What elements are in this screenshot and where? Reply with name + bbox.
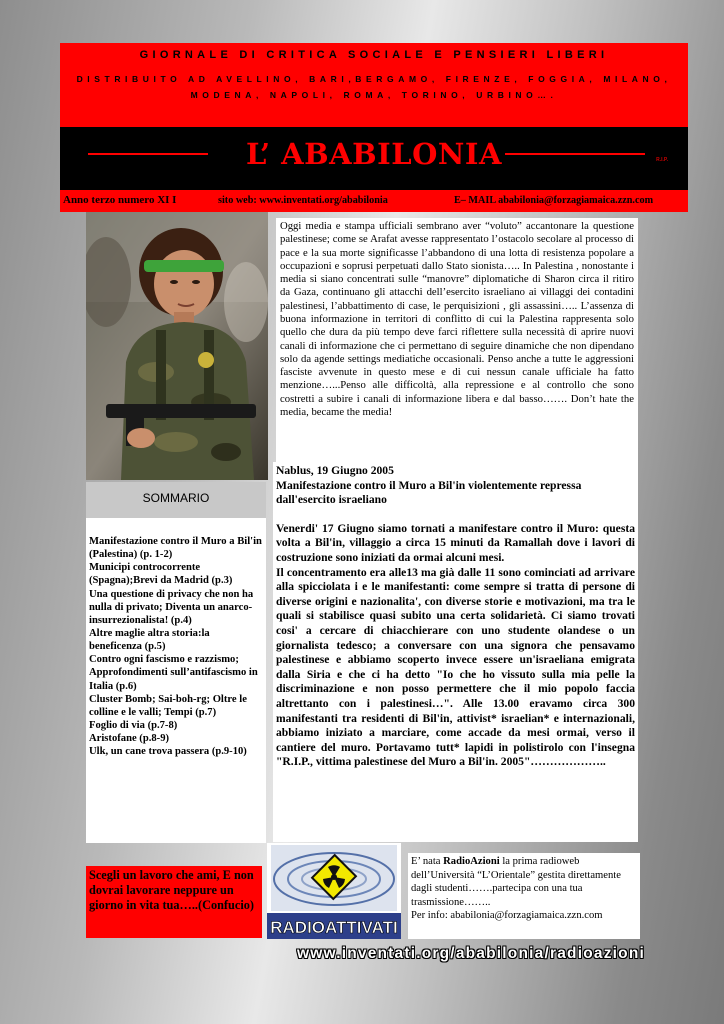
distribution-cities-line1: DISTRIBUITO AD AVELLINO, BARI,BERGAMO, FIRENZE, FOGGIA, MILANO,	[76, 74, 672, 84]
table-of-contents	[86, 518, 266, 843]
newspaper-title: L’ ABABILONIA	[246, 137, 502, 171]
toc-item[interactable]: Ulk, un cane trova passera (p.9-10)	[89, 746, 247, 758]
child-soldier-photo	[86, 212, 268, 480]
distribution-cities-line2: MODENA, NAPOLI, ROMA, TORINO, URBINO….	[190, 90, 558, 100]
toc-item[interactable]: Contro ogni fascismo e razzismo; Approfondimenti sull’antifascismo in Italia (p.6)	[89, 654, 258, 692]
radio-name: RadioAzioni	[443, 856, 500, 867]
newspaper-tagline: GIORNALE DI CRITICA SOCIALE E PENSIERI LIBERI	[139, 49, 609, 61]
sommario-title: SOMMARIO	[142, 491, 210, 505]
toc-item[interactable]: Manifestazione contro il Muro a Bil'in (Palestina) (p. 1-2)	[89, 536, 262, 561]
radiation-icon	[267, 843, 401, 939]
article-headline: Manifestazione contro il Muro a Bil'in violentemente repressa dall'esercito israeliano	[276, 478, 582, 507]
issue-info-bar	[60, 190, 688, 212]
sommario-header	[86, 482, 266, 518]
radio-text-intro: E’ nata	[411, 856, 444, 867]
article-paragraph-2: Il concentramento era alle13 ma già dalle 11 sono cominciati ad arrivare alla spicciolata i e le manifestanti: come sempre si tratta di persone di diverse origini e nazionalita', con diverse storie e motivazioni, ma tra le quali si stabilisce quasi subito una certa solidarietà. Ci siamo trovati cosi' a cercare di chiacchierare con uno studente olandese o un giornalista tedesco; a conversare con una signora che pensavamo palestinese e abbiamo scoperto invece essere un'israeliana emigrata dalla Siria e che ci ha detto "Io che ho vissuto sulla mia pelle la discriminazione e non posso permettere che il mio popolo faccia altrettanto con i palestinesi…". Alle 13.00 eravamo circa 300 manifestanti tra residenti di Bil'in, attivist* israelian* e internazionali, abbiamo iniziato a marciare, come accade da mesi ormai, verso il cantiere del muro. Portavamo tutt* lapidi in polistirolo con l'insegna "R.I.P., vittima palestinese del Muro a Bil'in. 2005"………………..	[276, 565, 635, 769]
radio-announcement	[408, 853, 640, 939]
child-soldier-illustration	[86, 212, 268, 480]
main-article	[273, 462, 638, 842]
email-link[interactable]: E– MAIL ababilonia@forzagiamaica.zzn.com	[454, 195, 654, 206]
masthead	[60, 127, 688, 190]
radio-contact: Per info: ababilonia@forzagiamaica.zzn.com	[411, 910, 603, 922]
toc-item[interactable]: Foglio di via (p.7-8)	[89, 719, 178, 731]
radioattivati-logo	[267, 843, 401, 939]
issue-number: Anno terzo numero XI I	[63, 194, 177, 206]
logo-text: RADIOATTIVATI	[270, 918, 398, 937]
toc-item[interactable]: Aristofane (p.8-9)	[89, 733, 170, 745]
radio-url-link[interactable]: www.inventati.org/ababilonia/radioazioni	[297, 945, 645, 962]
rip-mark: R.I.P.	[656, 157, 668, 163]
article-dateline: Nablus, 19 Giugno 2005	[276, 464, 394, 477]
confucius-quote: Scegli un lavoro che ami, E non dovrai lavorare neppure un giorno in vita tua…..(Confucio)	[86, 866, 262, 938]
toc-item[interactable]: Una questione di privacy che non ha nulla di privato; Diventa un anarco-insurrezionalista! (p.4)	[89, 588, 254, 626]
toc-item[interactable]: Altre maglie altra storia:la beneficenza (p.5)	[89, 627, 210, 653]
header-banner	[60, 43, 688, 127]
toc-item[interactable]: Municipi controcorrente (Spagna);Brevi da Madrid (p.3)	[89, 562, 233, 587]
article-paragraph-1: Venerdi' 17 Giugno siamo tornati a manifestare contro il Muro: questa volta a Bil'in, villaggio a circa 15 minuti da Ramallah dove i lavori di costruzione sono iniziati da ormai alcuni mesi.	[276, 521, 635, 564]
website-link[interactable]: sito web: www.inventati.org/ababilonia	[218, 195, 388, 206]
article-spacer	[276, 508, 635, 522]
intro-editorial: Oggi media e stampa ufficiali sembrano aver “voluto” accantonare la questione palestinese; come se Arafat avesse rappresentato l’ostacolo secolare al processo di pace e la sua morte significasse l’abbandono di una lotta di resistenza popolare a occupazioni e soprusi perpetuati dallo Stato sionista….. In Palestina , nonostante i media si siano concentrati sulle “manovre” diplomatiche di Sharon circa il ritiro da Gaza, continuano gli attacchi dell’esercito israeliano ai villaggi dei contadini palestinesi, l’abbattimento di case, le perquisizioni , gli assassini….. L’assenza di buona informazione in territori di conflitto di cui la Palestina rappresenta solo quello che dura da più tempo deve farci riflettere sulla necessità di aprire nuovi canali di informazione che ci permettano di seguire dinamiche che non dipendano solo da agende settings mediatiche occasionali. Penso anche a tutte le aggressioni fasciste avvenute in questo mese e di cui nessun canale ufficiale ha fatto menzione…...Penso alle difficoltà, alla repressione e al controllo che sono costretti a subire i canali di informazione libera e dal basso……. Don’t hate the media, became the media!	[276, 218, 638, 462]
toc-item[interactable]: Cluster Bomb; Sai-boh-rg; Oltre le colline e le valli; Tempi (p.7)	[89, 693, 247, 718]
radio-text-body: la prima radioweb dell’Università “L’Orientale” gestita direttamente dagli studenti…….partecipa con una tua trasmissione……..	[411, 856, 621, 908]
